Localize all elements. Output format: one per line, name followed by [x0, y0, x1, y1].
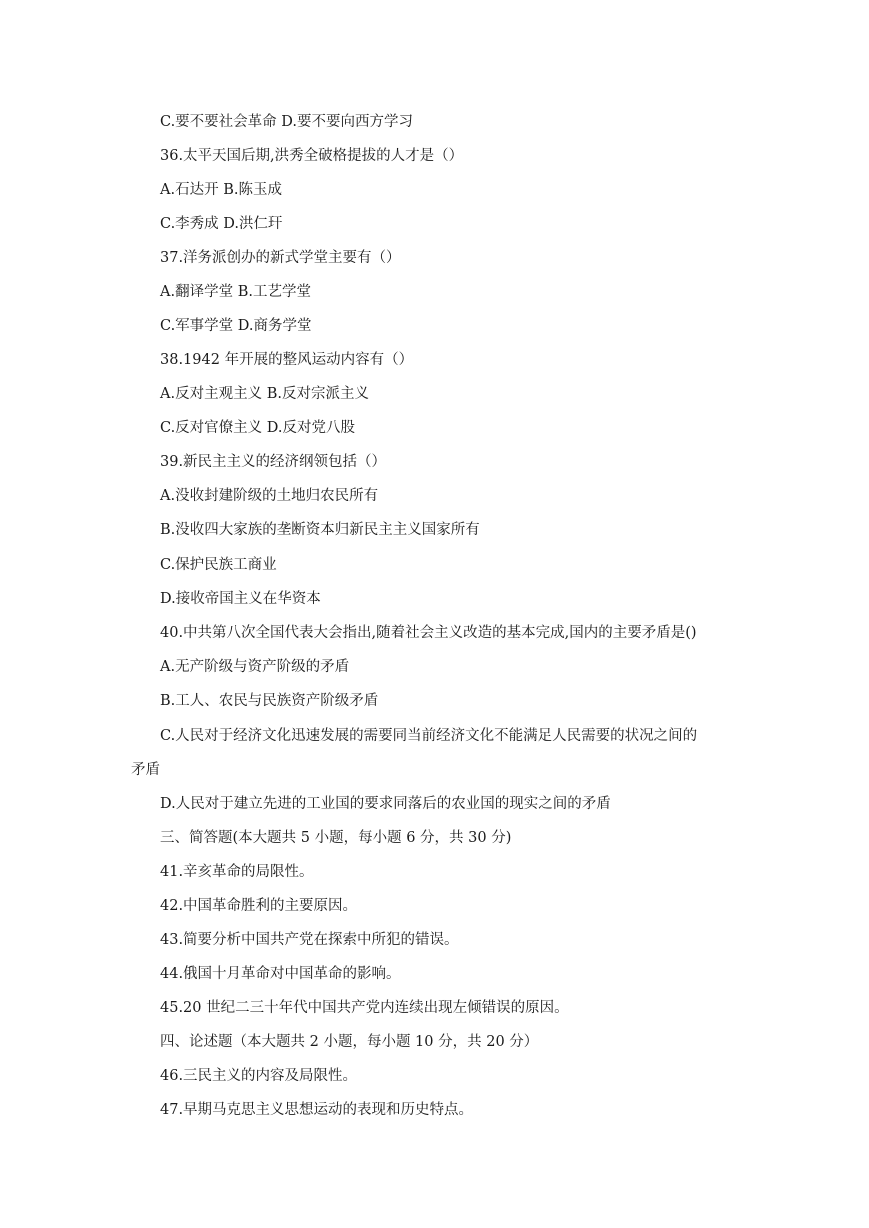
- question-46: 46.三民主义的内容及局限性。: [160, 1068, 358, 1084]
- option-line-35-cd: C.要不要社会革命 D.要不要向西方学习: [160, 114, 414, 130]
- question-45: 45.20 世纪二三十年代中国共产党内连续出现左倾错误的原因。: [160, 1000, 569, 1016]
- question-41: 41.辛亥革命的局限性。: [160, 864, 314, 880]
- option-line-38-cd: C.反对官僚主义 D.反对党八股: [160, 420, 356, 436]
- option-line-37-ab: A.翻译学堂 B.工艺学堂: [160, 284, 311, 300]
- question-37: 37.洋务派创办的新式学堂主要有（）: [160, 250, 401, 266]
- question-38: 38.1942 年开展的整风运动内容有（）: [160, 352, 414, 368]
- option-line-36-ab: A.石达开 B.陈玉成: [160, 182, 282, 198]
- option-39-d: D.接收帝国主义在华资本: [160, 591, 321, 607]
- question-43: 43.简要分析中国共产党在探索中所犯的错误。: [160, 932, 459, 948]
- option-line-36-cd: C.李秀成 D.洪仁玕: [160, 216, 283, 232]
- question-36: 36.太平天国后期,洪秀全破格提拔的人才是（）: [160, 148, 464, 164]
- option-line-38-ab: A.反对主观主义 B.反对宗派主义: [160, 386, 369, 402]
- section-heading-short-answer: 三、简答题(本大题共 5 小题，每小题 6 分，共 30 分): [160, 830, 512, 846]
- option-39-b: B.没收四大家族的垄断资本归新民主主义国家所有: [160, 522, 480, 538]
- option-39-a: A.没收封建阶级的土地归农民所有: [160, 488, 379, 504]
- question-47: 47.早期马克思主义思想运动的表现和历史特点。: [160, 1102, 474, 1118]
- question-42: 42.中国革命胜利的主要原因。: [160, 898, 358, 914]
- question-40: 40.中共第八次全国代表大会指出,随着社会主义改造的基本完成,国内的主要矛盾是(): [160, 625, 697, 641]
- option-40-c-continuation: 矛盾: [131, 762, 160, 778]
- option-40-a: A.无产阶级与资产阶级的矛盾: [160, 659, 350, 675]
- option-line-37-cd: C.军事学堂 D.商务学堂: [160, 318, 312, 334]
- option-39-c: C.保护民族工商业: [160, 557, 277, 573]
- option-40-d: D.人民对于建立先进的工业国的要求同落后的农业国的现实之间的矛盾: [160, 796, 611, 812]
- question-44: 44.俄国十月革命对中国革命的影响。: [160, 966, 401, 982]
- option-40-b: B.工人、农民与民族资产阶级矛盾: [160, 693, 379, 709]
- option-40-c: C.人民对于经济文化迅速发展的需要同当前经济文化不能满足人民需要的状况之间的: [160, 728, 698, 744]
- question-39: 39.新民主主义的经济纲领包括（）: [160, 454, 387, 470]
- section-heading-essay: 四、论述题（本大题共 2 小题，每小题 10 分，共 20 分）: [160, 1034, 539, 1050]
